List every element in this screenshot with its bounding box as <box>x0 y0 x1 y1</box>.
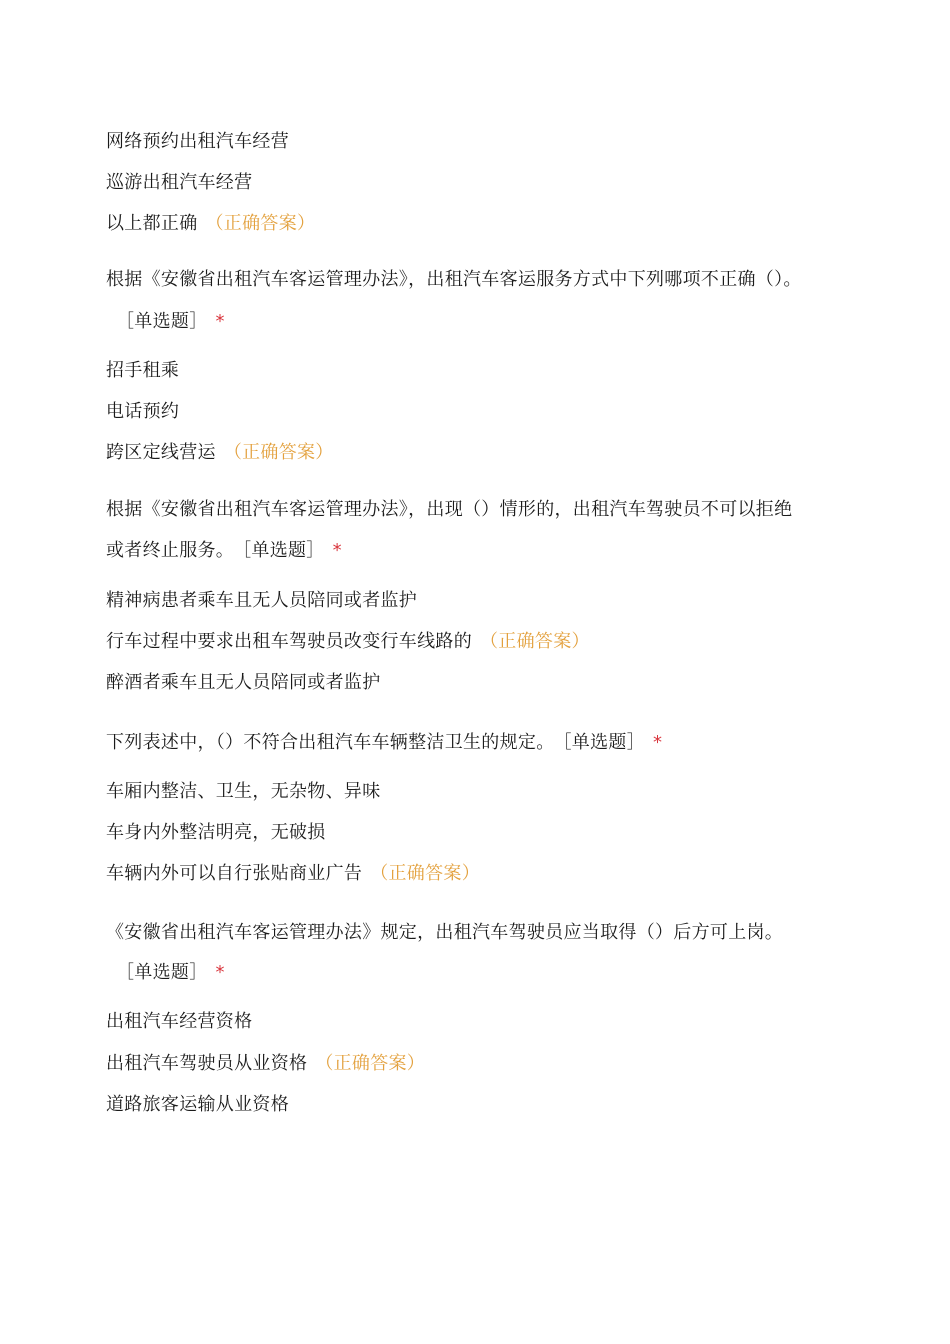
correct-answer-mark: （正确答案） <box>205 213 316 234</box>
q1-option-2 <box>106 400 179 424</box>
option-text: 醉酒者乘车且无人员陪同或者监护 <box>106 672 381 693</box>
q4-option-2 <box>106 1052 425 1076</box>
option-text: 网络预约出租汽车经营 <box>106 131 289 152</box>
option-text: 道路旅客运输从业资格 <box>106 1094 289 1115</box>
question-stem: 下列表述中，（）不符合出租汽车车辆整洁卫生的规定。 <box>106 732 555 753</box>
option-text: 精神病患者乘车且无人员陪同或者监护 <box>106 590 418 611</box>
required-mark: * <box>653 732 663 753</box>
q4-stem <box>106 921 783 945</box>
correct-answer-mark: （正确答案） <box>480 631 590 652</box>
q0-option-3 <box>106 212 315 236</box>
q1-option-3 <box>106 441 334 465</box>
q2-option-1 <box>106 589 417 613</box>
option-text: 出租汽车驾驶员从业资格 <box>106 1053 308 1074</box>
option-text: 招手租乘 <box>106 360 180 381</box>
question-stem: 《安徽省出租汽车客运管理办法》规定，出租汽车驾驶员应当取得（）后方可上岗。 <box>106 922 784 943</box>
correct-answer-mark: （正确答案） <box>223 442 334 463</box>
question-type-badge: ［单选题］ <box>116 311 208 332</box>
correct-answer-mark: （正确答案） <box>370 863 481 884</box>
question-stem: 或者终止服务。 <box>106 540 235 561</box>
option-text: 车辆内外可以自行张贴商业广告 <box>106 863 363 884</box>
q1-stem <box>106 268 802 292</box>
q4-meta <box>106 961 225 985</box>
q4-option-3 <box>106 1093 289 1117</box>
option-text: 以上都正确 <box>106 213 198 234</box>
option-text: 车身内外整洁明亮，无破损 <box>106 822 326 843</box>
option-text: 电话预约 <box>106 401 180 422</box>
q2-stem-line1 <box>106 498 792 522</box>
q0-option-2 <box>106 171 252 195</box>
q2-option-3 <box>106 671 381 695</box>
required-mark: * <box>215 962 225 983</box>
question-stem: 根据《安徽省出租汽车客运管理办法》，出现（）情形的，出租汽车驾驶员不可以拒绝 <box>106 499 793 520</box>
correct-answer-mark: （正确答案） <box>315 1053 426 1074</box>
option-text: 行车过程中要求出租车驾驶员改变行车线路的 <box>106 631 472 652</box>
question-type-badge: ［单选题］ <box>242 540 325 561</box>
question-stem: 根据《安徽省出租汽车客运管理办法》，出租汽车客运服务方式中下列哪项不正确（）。 <box>106 269 802 290</box>
q3-option-1 <box>106 780 381 804</box>
q3-stem <box>106 731 662 755</box>
required-mark: * <box>332 540 342 561</box>
option-text: 车厢内整洁、卫生，无杂物、异味 <box>106 781 381 802</box>
question-type-badge: ［单选题］ <box>562 732 645 753</box>
required-mark: * <box>215 311 225 332</box>
option-text: 出租汽车经营资格 <box>106 1011 253 1032</box>
q4-option-1 <box>106 1010 252 1034</box>
option-text: 跨区定线营运 <box>106 442 216 463</box>
q2-stem-line2 <box>106 539 342 563</box>
q1-option-1 <box>106 359 179 383</box>
q3-option-3 <box>106 862 480 886</box>
q2-option-2 <box>106 630 590 654</box>
q0-option-1 <box>106 130 289 154</box>
question-type-badge: ［单选题］ <box>116 962 208 983</box>
q1-meta <box>106 310 225 334</box>
q3-option-2 <box>106 821 326 845</box>
option-text: 巡游出租汽车经营 <box>106 172 253 193</box>
